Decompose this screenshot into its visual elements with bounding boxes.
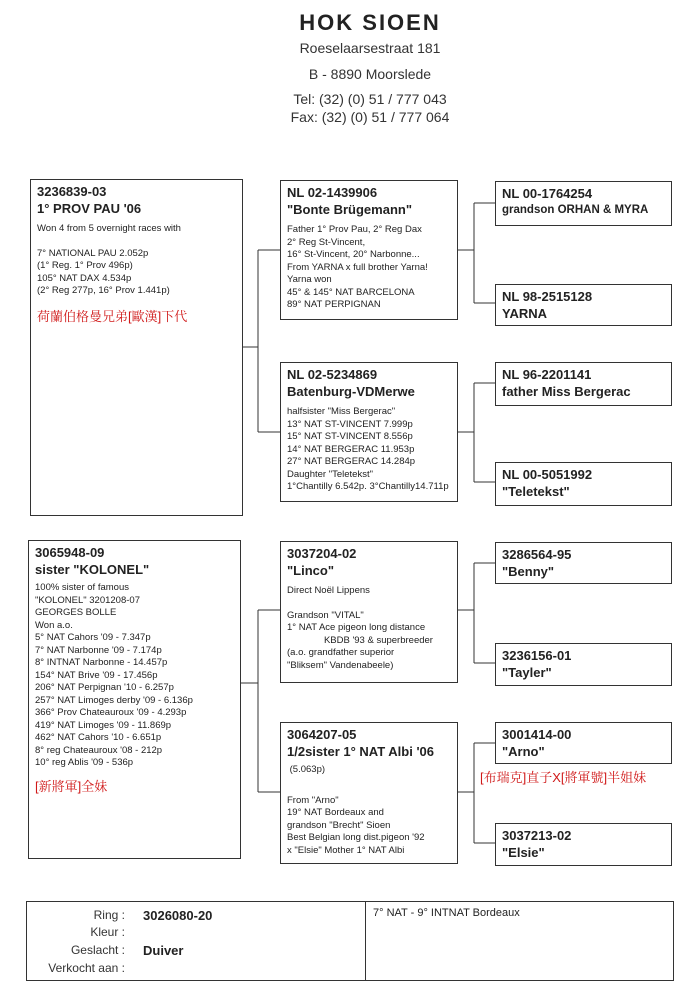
dam-line: 8° reg Chateauroux '08 - 212p (35, 744, 163, 756)
result-note: 7° NAT - 9° INTNAT Bordeaux (373, 907, 520, 919)
dam-sire-achievements (287, 585, 451, 672)
sire-dam-achievements (287, 406, 451, 494)
dam-sire-line: Grandson "VITAL" (287, 609, 364, 621)
sire-dam-sire-ring-number: NL 96-2201141 (502, 367, 592, 382)
dam-sire-line: "Bliksem" Vandenabeele) (287, 659, 394, 671)
sire-sire-line: Father 1° Prov Pau, 2° Reg Dax (287, 224, 422, 235)
sire-dam-name: Batenburg-VDMerwe (287, 384, 415, 399)
loft-title: HOK SIOEN (299, 10, 441, 35)
sire-line: 105° NAT DAX 4.534p (37, 272, 132, 284)
color-label: Kleur : (90, 925, 125, 939)
dam-chinese-note: [新將軍]全妹 (35, 778, 108, 794)
dam-dam-sire-ring-number: 3001414-00 (502, 727, 572, 742)
dam-line: 7° NAT Narbonne '09 - 7.174p (35, 644, 162, 656)
sire-sire-dam-ring-number: NL 98-2515128 (502, 289, 593, 304)
sire-line: (1° Reg. 1° Prov 496p) (37, 260, 133, 271)
dam-line: 366° Prov Chateauroux '09 - 4.293p (35, 707, 187, 718)
sire-line: (2° Reg 277p, 16° Prov 1.441p) (37, 285, 170, 296)
dam-sire-card (280, 541, 458, 683)
dam-line: 10° reg Ablis '09 - 536p (35, 757, 134, 768)
dam-sire-line: (a.o. grandfather superior (287, 647, 395, 658)
dam-sire-sire-ring-number: 3286564-95 (502, 547, 572, 562)
dam-line: GEORGES BOLLE (35, 607, 117, 618)
address-street: Roeselaarsestraat 181 (299, 40, 441, 56)
sex-value: Duiver (143, 943, 184, 958)
ring-value: 3026080-20 (143, 908, 213, 923)
dam-line: 462° NAT Cahors '10 - 6.651p (35, 732, 162, 743)
phone-number: Tel: (32) (0) 51 / 777 043 (293, 91, 447, 107)
sire-dam-line: 13° NAT ST-VINCENT 7.999p (287, 418, 413, 430)
sire-sire-line: From YARNA x full brother Yarna! (287, 261, 428, 273)
fax-number: Fax: (32) (0) 51 / 777 064 (290, 109, 450, 125)
sire-sire-line: 89° NAT PERPIGNAN (287, 299, 381, 310)
sire-line (37, 236, 236, 248)
sire-sire-name: "Bonte Brügemann" (287, 202, 412, 217)
dam-dam-sire-chinese-note: [布瑞克]直子X[將軍號]半姐妹 (480, 770, 647, 785)
sire-dam-sire-card (495, 362, 672, 406)
sire-sire-line: 16° St-Vincent, 20° Narbonne... (287, 249, 420, 260)
sire-line: Won 4 from 5 overnight races with (37, 223, 181, 234)
color-row (27, 925, 365, 943)
dam-dam-dam-name: "Elsie" (502, 845, 545, 860)
dam-sire-sire-card (495, 542, 672, 584)
sire-dam-line: 14° NAT BERGERAC 11.953p (287, 443, 415, 455)
dam-dam-ring-number: 3064207-05 (287, 727, 357, 742)
dam-dam-dam-ring-number: 3037213-02 (502, 828, 572, 843)
dam-dam-sire-name: "Arno" (502, 744, 545, 759)
dam-dam-line: From "Arno" (287, 794, 339, 806)
ring-row (27, 908, 365, 926)
sire-sire-line: 45° & 145° NAT BARCELONA (287, 286, 415, 298)
dam-dam-dam-card (495, 823, 672, 866)
dam-line: 154° NAT Brive '09 - 17.456p (35, 669, 158, 681)
sire-chinese-note: 荷蘭伯格曼兄弟[歐漢]下代 (37, 308, 188, 324)
dam-name: sister "KOLONEL" (35, 562, 150, 577)
sire-name: 1° PROV PAU '06 (37, 201, 142, 216)
sire-sire-sire-name: grandson ORHAN & MYRA (502, 204, 649, 216)
dam-sire-dam-name: "Tayler" (502, 665, 552, 680)
sire-dam-dam-card (495, 462, 672, 506)
sire-achievements (37, 223, 236, 298)
sire-sire-dam-card (495, 284, 672, 326)
dam-line: 5° NAT Cahors '09 - 7.347p (35, 632, 151, 643)
sire-dam-line: Daughter "Teletekst" (287, 468, 373, 480)
sire-sire-card (280, 180, 458, 320)
dam-sire-line: 1° NAT Ace pigeon long distance (287, 622, 426, 633)
sire-sire-sire-ring-number: NL 00-1764254 (502, 186, 593, 201)
sire-dam-dam-name: "Teletekst" (502, 484, 570, 499)
dam-dam-name: 1/2sister 1° NAT Albi '06 (287, 744, 435, 759)
dam-line: 419° NAT Limoges '09 - 11.869p (35, 719, 172, 731)
footer-divider (365, 902, 366, 980)
sire-sire-sire-card (495, 181, 672, 226)
sire-sire-ring-number: NL 02-1439906 (287, 185, 378, 200)
sold-to-label: Verkocht aan : (48, 961, 125, 975)
dam-sire-sire-name: "Benny" (502, 564, 555, 579)
dam-line: 206° NAT Perpignan '10 - 6.257p (35, 682, 174, 693)
sire-sire-dam-name: YARNA (502, 306, 548, 321)
sire-dam-card (280, 362, 458, 502)
sire-dam-line: 15° NAT ST-VINCENT 8.556p (287, 431, 413, 442)
dam-dam-line: (5.063p) (287, 764, 326, 775)
dam-dam-line (287, 777, 451, 789)
dam-dam-line: grandson "Brecht" Sioen (287, 819, 391, 831)
sire-dam-line: 27° NAT BERGERAC 14.284p (287, 456, 416, 467)
sire-dam-line: halfsister "Miss Bergerac" (287, 406, 396, 417)
dam-sire-dam-card (495, 643, 672, 686)
dam-sire-dam-ring-number: 3236156-01 (502, 648, 572, 663)
dam-sire-name: "Linco" (287, 563, 334, 578)
sire-dam-dam-ring-number: NL 00-5051992 (502, 467, 593, 482)
sire-sire-achievements (287, 224, 451, 312)
dam-line: 100% sister of famous (35, 582, 129, 593)
dam-dam-line: Best Belgian long dist.pigeon '92 (287, 832, 425, 843)
dam-line: 8° INTNAT Narbonne - 14.457p (35, 657, 168, 668)
sire-line: 7° NATIONAL PAU 2.052p (37, 247, 149, 259)
sire-sire-line: Yarna won (287, 274, 332, 285)
address-city: B - 8890 Moorslede (308, 66, 432, 82)
dam-dam-achievements (287, 764, 451, 857)
sire-ring-number: 3236839-03 (37, 184, 107, 199)
sire-sire-line: 2° Reg St-Vincent, (287, 236, 366, 248)
ring-label: Ring : (93, 908, 125, 922)
sire-dam-line: 1°Chantilly 6.542p. 3°Chantilly14.711p (287, 481, 449, 492)
sold-row (27, 961, 365, 979)
sire-dam-ring-number: NL 02-5234869 (287, 367, 378, 382)
dam-sire-line: KBDB '93 & superbreeder (287, 634, 433, 646)
sire-card (30, 179, 243, 516)
dam-dam-card (280, 722, 458, 864)
dam-line: Won a.o. (35, 619, 73, 631)
dam-dam-line: x "Elsie" Mother 1° NAT Albi (287, 844, 405, 856)
dam-achievements (35, 582, 234, 770)
dam-line: "KOLONEL" 3201208-07 (35, 594, 140, 606)
dam-dam-line: 19° NAT Bordeaux and (287, 807, 384, 818)
pigeon-info-footer (26, 901, 674, 981)
dam-card (28, 540, 241, 859)
dam-sire-line: Direct Noël Lippens (287, 585, 370, 596)
dam-sire-ring-number: 3037204-02 (287, 546, 357, 561)
sex-label: Geslacht : (70, 943, 125, 957)
sex-row (27, 943, 365, 961)
dam-line: 257° NAT Limoges derby '09 - 6.136p (35, 694, 193, 706)
dam-dam-sire-card (495, 722, 672, 764)
dam-sire-line (287, 598, 451, 610)
dam-ring-number: 3065948-09 (35, 545, 105, 560)
sire-dam-sire-name: father Miss Bergerac (502, 384, 631, 399)
